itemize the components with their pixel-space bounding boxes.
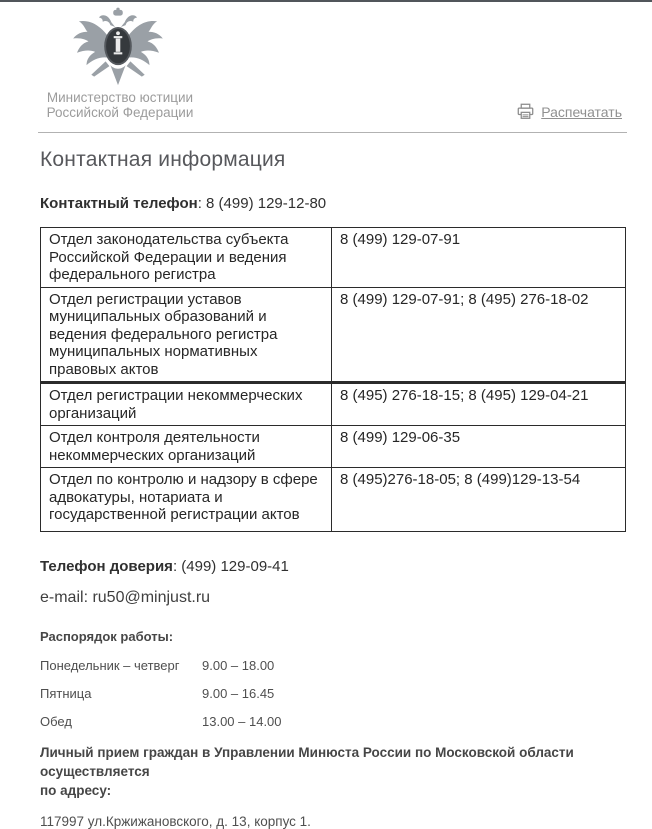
print-button-label: Распечатать (541, 103, 622, 120)
department-cell: Отдел регистрации уставов муниципальных образований и ведения федерального регистра муниципальных нормативных правовых актов (41, 287, 332, 383)
page-header (0, 2, 652, 132)
schedule-row (40, 687, 627, 701)
ministry-name (18, 90, 222, 120)
phones-cell: 8 (499) 129-07-91; 8 (495) 276-18-02 (332, 287, 626, 383)
phones-cell: 8 (499) 129-06-35 (332, 426, 626, 468)
table-row (41, 383, 626, 426)
reception-address: 117997 ул.Кржижановского, д. 13, корпус 1. (40, 814, 311, 829)
schedule-time: 13.00 – 14.00 (202, 714, 282, 729)
main-content (0, 148, 652, 829)
phones-cell: 8 (495) 276-18-15; 8 (495) 129-04-21 (332, 383, 626, 426)
trust-phone-value: (499) 129-09-41 (181, 558, 289, 575)
schedule-row (40, 715, 627, 729)
schedule-title: Распорядок работы: (40, 629, 174, 644)
table-row (41, 426, 626, 468)
trust-phone-label: Телефон доверия (40, 558, 173, 575)
trust-phone-line (40, 558, 627, 575)
ministry-name-line2: Российской Федерации (46, 105, 194, 120)
header-divider (38, 132, 627, 133)
page-title: Контактная информация (40, 148, 286, 171)
trust-phone-separator: : (172, 558, 182, 575)
email-line (40, 589, 627, 607)
reception-line2: по адресу: (40, 783, 112, 798)
schedule-day: Пятница (40, 686, 92, 701)
schedule-day: Понедельник – четверг (40, 658, 180, 673)
table-row (41, 228, 626, 288)
contact-phone-label: Контактный телефон (40, 195, 198, 212)
phones-cell: 8 (499) 129-07-91 (332, 228, 626, 288)
printer-icon (517, 103, 534, 120)
schedule-time: 9.00 – 18.00 (202, 658, 275, 673)
print-button[interactable] (517, 103, 622, 120)
contact-phone-separator: : (197, 195, 207, 212)
departments-phone-table (40, 227, 626, 532)
department-cell: Отдел по контролю и надзору в сфере адвокатуры, нотариата и государственной регистрации актов (41, 468, 332, 532)
schedule-row (40, 659, 627, 673)
department-cell: Отдел законодательства субъекта Российской Федерации и ведения федерального регистра (41, 228, 332, 288)
department-cell: Отдел контроля деятельности некоммерческих организаций (41, 426, 332, 468)
contact-phone-line (40, 195, 627, 212)
email-label: e-mail: (40, 589, 93, 606)
table-row (41, 287, 626, 383)
schedule-time: 9.00 – 16.45 (202, 686, 275, 701)
table-row (41, 468, 626, 532)
email-value: ru50@minjust.ru (92, 589, 211, 606)
double-headed-eagle-icon (62, 7, 174, 89)
schedule-day: Обед (40, 714, 72, 729)
work-schedule (40, 659, 627, 729)
phones-cell: 8 (495)276-18-05; 8 (499)129-13-54 (332, 468, 626, 532)
reception-line1: Личный прием граждан в Управлении Минюста России по Московской области осуществляется (40, 745, 574, 779)
contact-phone-value: 8 (499) 129-12-80 (206, 195, 327, 212)
reception-info (40, 743, 627, 800)
department-cell: Отдел регистрации некоммерческих организаций (41, 383, 332, 426)
ministry-emblem (62, 7, 174, 89)
ministry-name-line1: Министерство юстиции (46, 90, 194, 105)
